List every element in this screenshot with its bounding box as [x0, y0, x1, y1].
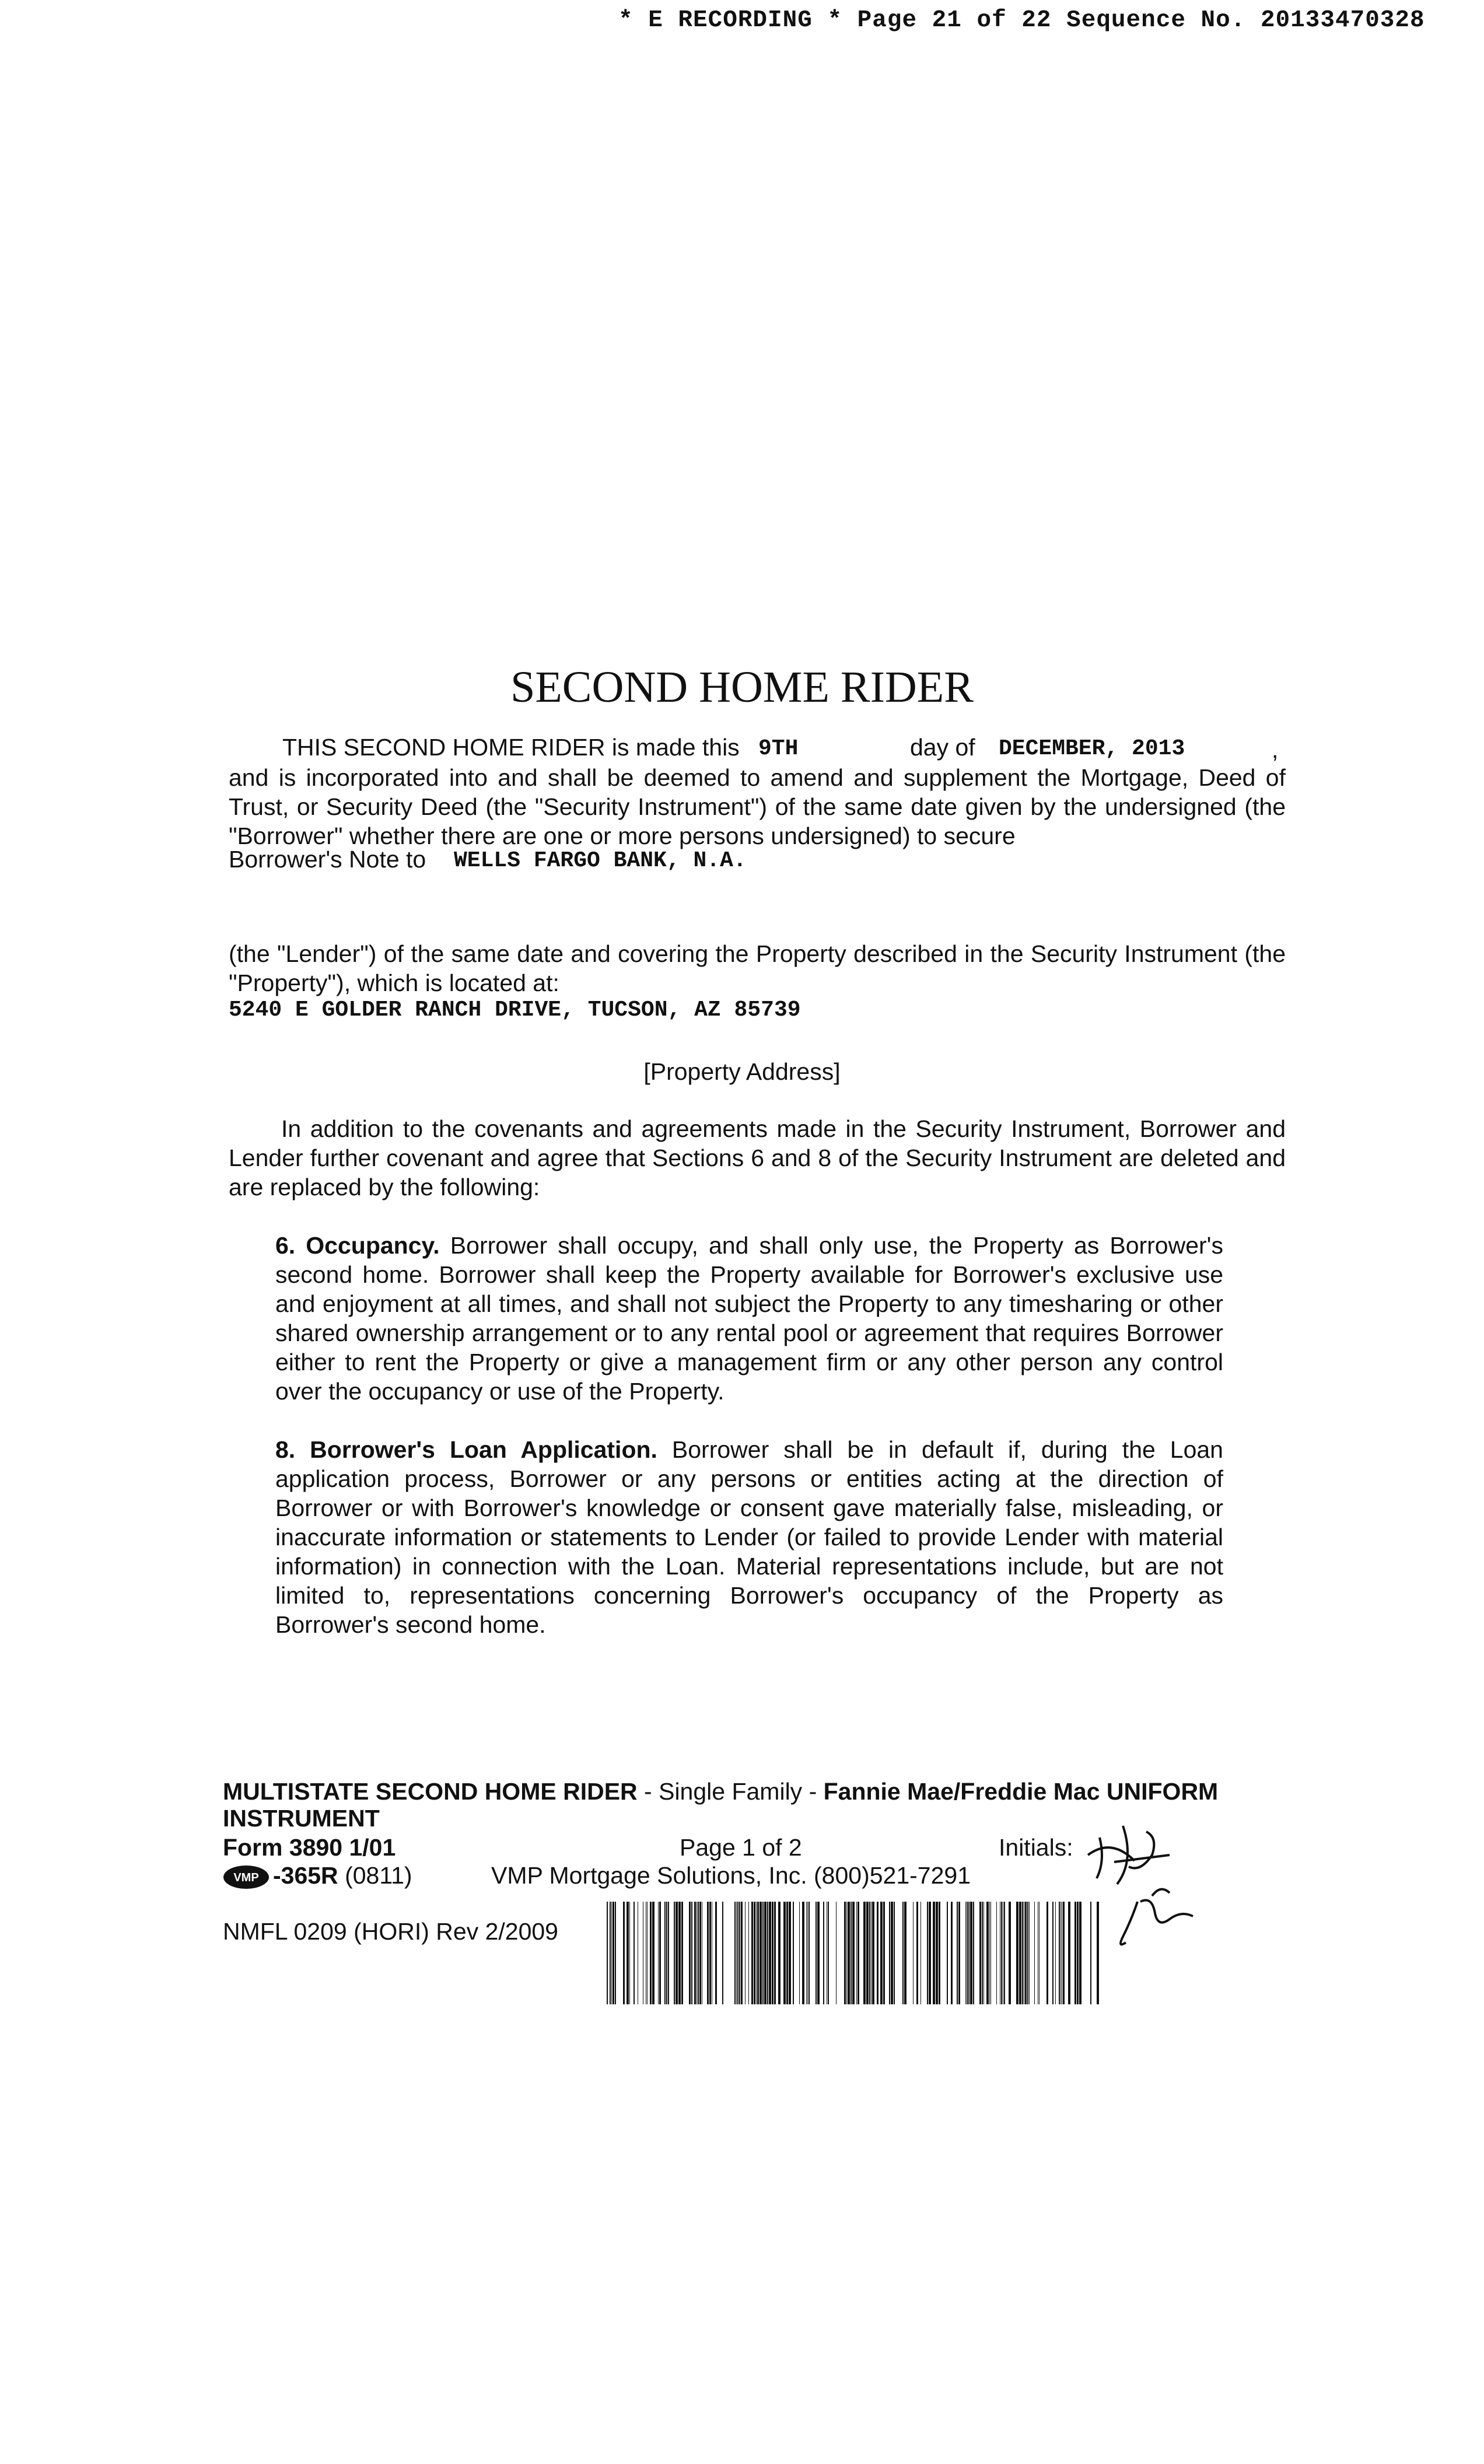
barcode-bar	[856, 1902, 857, 2004]
barcode-bar	[850, 1902, 852, 2004]
barcode-bar	[647, 1902, 648, 2004]
barcode-bar	[1097, 1902, 1099, 2004]
barcode-bar	[764, 1902, 766, 2004]
barcode-bar	[1077, 1902, 1079, 2004]
intro-lead: THIS SECOND HOME RIDER is made this	[282, 734, 740, 761]
barcode-bar	[754, 1902, 755, 2004]
barcode-bar	[772, 1902, 774, 2004]
barcode-bar	[872, 1902, 874, 2004]
barcode-bar	[629, 1902, 630, 2004]
barcode-bar	[939, 1902, 940, 2004]
barcode-bar	[970, 1902, 972, 2004]
barcode-bar	[691, 1902, 692, 2004]
section-occupancy-heading: 6. Occupancy.	[275, 1232, 440, 1259]
barcode-bar	[1059, 1902, 1060, 2004]
barcode-bar	[863, 1902, 866, 2004]
barcode-bar	[737, 1902, 738, 2004]
footer-vmp-company: VMP Mortgage Solutions, Inc. (800)521-7291	[491, 1862, 971, 1889]
barcode-bar	[786, 1902, 788, 2004]
barcode-bar	[694, 1902, 696, 2004]
barcode-bar	[748, 1902, 749, 2004]
barcode-bar	[615, 1902, 616, 2004]
barcode-bar	[707, 1902, 709, 2004]
barcode-bar	[607, 1902, 608, 2004]
barcode-bar	[965, 1902, 966, 2004]
barcode-bar	[783, 1902, 786, 2004]
intro-month-year: DECEMBER, 2013	[999, 736, 1185, 761]
barcode-bar	[1079, 1902, 1082, 2004]
barcode-bar	[709, 1902, 711, 2004]
barcode-bar	[681, 1902, 683, 2004]
barcode-bar	[610, 1902, 611, 2004]
barcode-bar	[807, 1902, 808, 2004]
barcode-bar	[808, 1902, 810, 2004]
barcode-bar	[793, 1902, 794, 2004]
barcode-bar	[891, 1902, 893, 2004]
barcode-bar	[760, 1902, 762, 2004]
barcode-bar	[789, 1902, 791, 2004]
barcode-bar	[1022, 1902, 1023, 2004]
barcode-bar	[762, 1902, 764, 2004]
barcode-bar	[634, 1902, 635, 2004]
footer-vmp-code-bold: -365R	[273, 1862, 338, 1889]
barcode-bar	[1052, 1902, 1054, 2004]
barcode-bar	[767, 1902, 768, 2004]
barcode-bar	[852, 1902, 855, 2004]
barcode-bar	[844, 1902, 846, 2004]
barcode-bar	[699, 1902, 701, 2004]
covenants-intro: In addition to the covenants and agreements made in the Security Instrument, Borrower and Lender further covenant and agree that Sections 6 and 8 of the Security Instrument are deleted and are replaced by the following:	[229, 1115, 1286, 1200]
footer-title-bold2: Fannie Mae/Freddie Mac UNIFORM INSTRUMENT	[223, 1778, 1219, 1832]
barcode-bar	[848, 1902, 850, 2004]
barcode-bar	[1025, 1902, 1027, 2004]
barcode-bar	[678, 1902, 681, 2004]
barcode-bar	[652, 1902, 654, 2004]
section-occupancy	[275, 1231, 1223, 1406]
barcode-bar	[1027, 1902, 1028, 2004]
lender-name: WELLS FARGO BANK, N.A.	[454, 848, 747, 873]
barcode-bar	[957, 1902, 958, 2004]
barcode-bar	[936, 1902, 938, 2004]
barcode-bar	[989, 1902, 990, 2004]
lender-clause: (the "Lender") of the same date and covering the Property described in the Security Instrument (the "Property"), which is located at:	[229, 940, 1286, 996]
barcode-bar	[736, 1902, 737, 2004]
barcode-bar	[676, 1902, 678, 2004]
barcode-bar	[904, 1902, 907, 2004]
footer-vmp-code	[223, 1862, 412, 1889]
barcode-bar	[1004, 1902, 1005, 2004]
barcode	[607, 1902, 1100, 2004]
barcode-bar	[1055, 1902, 1056, 2004]
intro-body: and is incorporated into and shall be deemed to amend and supplement the Mortgage, Deed of Trust, or Security Deed (the "Security Instrument") of the same date given by the undersigned (the "Borrower" whether there are one or more persons undersigned) to secure	[229, 764, 1286, 849]
barcode-bar	[756, 1902, 757, 2004]
barcode-bar	[951, 1902, 953, 2004]
barcode-bar	[1039, 1902, 1040, 2004]
barcode-bar	[757, 1902, 759, 2004]
section-loan-application-heading: 8. Borrower's Loan Application.	[275, 1436, 657, 1463]
barcode-bar	[927, 1902, 928, 2004]
barcode-bar	[674, 1902, 675, 2004]
property-address: 5240 E GOLDER RANCH DRIVE, TUCSON, AZ 85739	[229, 998, 801, 1023]
barcode-bar	[806, 1902, 807, 2004]
barcode-bar	[745, 1902, 746, 2004]
barcode-bar	[858, 1902, 859, 2004]
barcode-bar	[986, 1902, 989, 2004]
footer-title-mid: - Single Family -	[637, 1778, 824, 1805]
barcode-bar	[979, 1902, 981, 2004]
barcode-bar	[816, 1902, 817, 2004]
barcode-bar	[666, 1902, 667, 2004]
barcode-bar	[1060, 1902, 1061, 2004]
barcode-bar	[916, 1902, 918, 2004]
barcode-bar	[778, 1902, 780, 2004]
barcode-bar	[650, 1902, 652, 2004]
barcode-bar	[817, 1902, 820, 2004]
barcode-bar	[734, 1902, 736, 2004]
barcode-bar	[1001, 1902, 1002, 2004]
barcode-bar	[877, 1902, 878, 2004]
barcode-bar	[973, 1902, 974, 2004]
barcode-bar	[664, 1902, 666, 2004]
barcode-bar	[1046, 1902, 1048, 2004]
recording-header: * E RECORDING * Page 21 of 22 Sequence No. 20133470328	[618, 7, 1425, 34]
barcode-bar	[902, 1902, 904, 2004]
barcode-bar	[722, 1902, 723, 2004]
section-loan-application-body: Borrower shall be in default if, during the Loan application process, Borrower or any persons or entities acting at the direction of Borrower or with Borrower's knowledge or consent gave materially false, misleading, or inaccurate information or statements to Lender (or failed to provide Lender with material information) in connection with the Loan. Material representations include, but are not limited to, representations concerning Borrower's occupancy of the Property as Borrower's second home.	[275, 1436, 1223, 1638]
intro-day-of: day of	[910, 734, 975, 761]
barcode-bar	[996, 1902, 997, 2004]
barcode-bar	[929, 1902, 931, 2004]
barcode-bar	[823, 1902, 824, 2004]
intro-day: 9TH	[758, 736, 799, 761]
barcode-bar	[1009, 1902, 1011, 2004]
barcode-bar	[1068, 1902, 1070, 2004]
footer-initials-label: Initials:	[999, 1834, 1073, 1861]
vmp-logo-text: VMP	[233, 1871, 259, 1884]
footer-form-number: Form 3890 1/01	[223, 1834, 396, 1861]
barcode-bar	[769, 1902, 771, 2004]
footer-nmfl: NMFL 0209 (HORI) Rev 2/2009	[223, 1918, 558, 1945]
barcode-bar	[715, 1902, 717, 2004]
barcode-bar	[1016, 1902, 1019, 2004]
barcode-bar	[802, 1902, 804, 2004]
barcode-bar	[866, 1902, 869, 2004]
barcode-bar	[739, 1902, 740, 2004]
barcode-bar	[668, 1902, 669, 2004]
barcode-bar	[1074, 1902, 1076, 2004]
footer-title-bold: MULTISTATE SECOND HOME RIDER	[223, 1778, 638, 1805]
intro-note-to: Borrower's Note to	[229, 846, 426, 873]
barcode-bar	[696, 1902, 697, 2004]
barcode-bar	[741, 1902, 743, 2004]
barcode-bar	[894, 1902, 895, 2004]
barcode-bar	[774, 1902, 776, 2004]
barcode-bar	[623, 1902, 625, 2004]
barcode-bar	[889, 1902, 890, 2004]
barcode-bar	[967, 1902, 968, 2004]
initials-signature	[1082, 1814, 1210, 1954]
barcode-bar	[869, 1902, 870, 2004]
barcode-bar	[1090, 1902, 1091, 2004]
barcode-bar	[689, 1902, 691, 2004]
barcode-bar	[982, 1902, 983, 2004]
barcode-bar	[611, 1902, 612, 2004]
barcode-bar	[698, 1902, 699, 2004]
barcode-bar	[883, 1902, 885, 2004]
barcode-bar	[913, 1902, 914, 2004]
intro-comma: ,	[1272, 736, 1279, 763]
barcode-bar	[871, 1902, 872, 2004]
barcode-bar	[1063, 1902, 1065, 2004]
section-occupancy-body: Borrower shall occupy, and shall only use, the Property as Borrower's second home. Borrower shall keep the Property available for Borrower's exclusive use and enjoyment at all times, and shall not subject the Property to any timesharing or other shared ownership arrangement or to any rental pool or agreement that requires Borrower either to rent the Property or give a management firm or any other person any control over the occupancy or use of the Property.	[275, 1232, 1224, 1405]
barcode-bar	[880, 1902, 883, 2004]
document-title: SECOND HOME RIDER	[510, 663, 974, 712]
barcode-bar	[947, 1902, 948, 2004]
barcode-bar	[846, 1902, 847, 2004]
barcode-bar	[1019, 1902, 1021, 2004]
barcode-bar	[659, 1902, 661, 2004]
barcode-bar	[751, 1902, 753, 2004]
footer-vmp-code-date: (0811)	[345, 1862, 412, 1889]
barcode-bar	[968, 1902, 970, 2004]
barcode-bar	[933, 1902, 935, 2004]
barcode-bar	[799, 1902, 800, 2004]
footer-page-number: Page 1 of 2	[680, 1834, 802, 1861]
barcode-bar	[626, 1902, 629, 2004]
barcode-bar	[658, 1902, 659, 2004]
section-loan-application	[275, 1435, 1223, 1639]
property-address-label: [Property Address]	[643, 1058, 841, 1085]
barcode-bar	[612, 1902, 614, 2004]
barcode-bar	[1034, 1902, 1035, 2004]
barcode-bar	[958, 1902, 960, 2004]
barcode-bar	[828, 1902, 829, 2004]
barcode-bar	[1029, 1902, 1030, 2004]
